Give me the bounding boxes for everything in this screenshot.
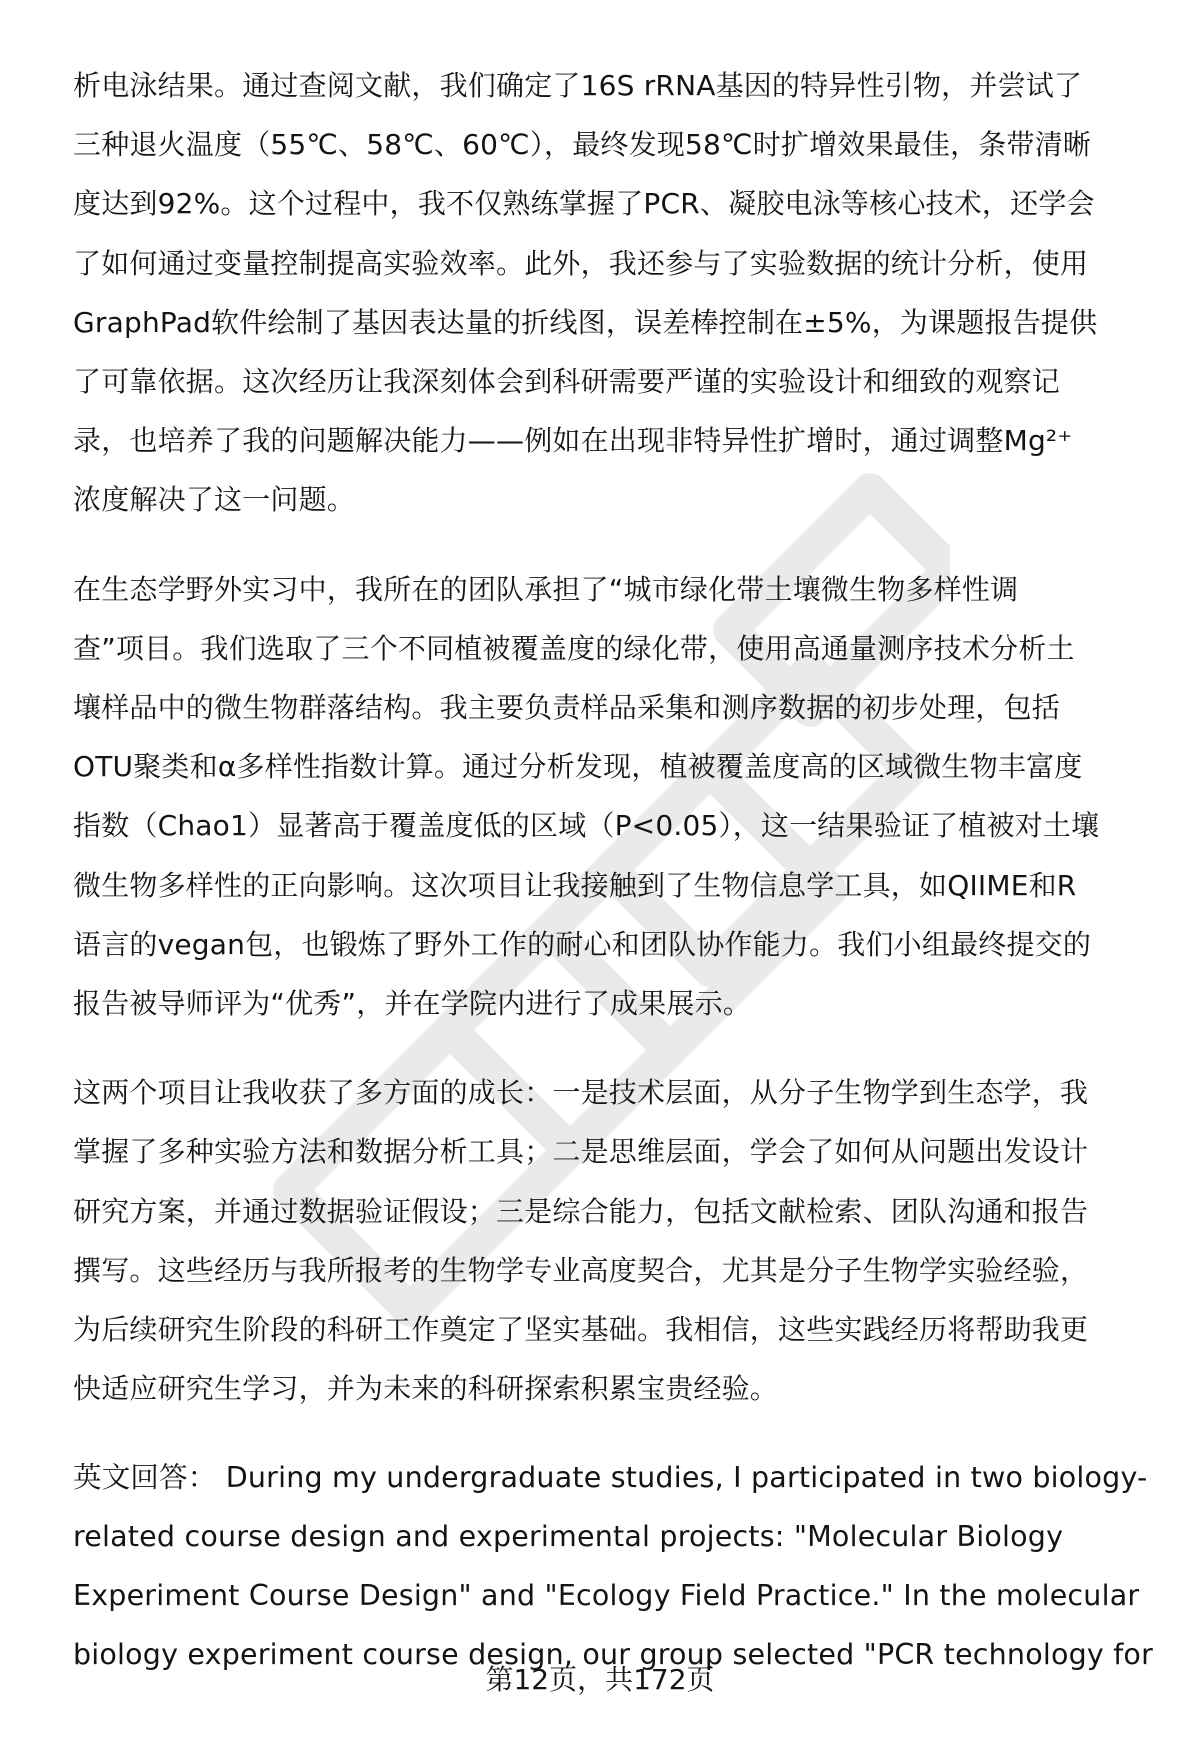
text-line: 度达到92%。这个过程中，我不仅熟练掌握了PCR、凝胶电泳等核心技术，还学会 <box>73 187 1095 221</box>
text-line: biology experiment course design, our group selected "PCR technology for <box>73 1638 1153 1672</box>
text-line: 了如何通过变量控制提高实验效率。此外，我还参与了实验数据的统计分析，使用 <box>73 246 1089 280</box>
paragraph-2 <box>73 560 1163 1034</box>
text-line: 撰写。这些经历与我所报考的生物学专业高度契合，尤其是分子生物学实验经验， <box>73 1253 1089 1287</box>
page-number: 第12页，共172页 <box>485 1663 715 1696</box>
text-line: 微生物多样性的正向影响。这次项目让我接触到了生物信息学工具，如QIIME和R <box>73 868 1077 902</box>
text-line: 为后续研究生阶段的科研工作奠定了坚实基础。我相信，这些实践经历将帮助我更 <box>73 1313 1089 1347</box>
text-line: 了可靠依据。这次经历让我深刻体会到科研需要严谨的实验设计和细致的观察记 <box>73 365 1061 399</box>
text-line: 在生态学野外实习中，我所在的团队承担了“城市绿化带土壤微生物多样性调 <box>73 572 1019 606</box>
text-line: 查”项目。我们选取了三个不同植被覆盖度的绿化带，使用高通量测序技术分析土 <box>73 631 1075 665</box>
paragraph-3 <box>73 1063 1163 1418</box>
text-line: 三种退火温度（55℃、58℃、60℃），最终发现58℃时扩增效果最佳，条带清晰 <box>73 128 1092 162</box>
text-line: 录，也培养了我的问题解决能力——例如在出现非特异性扩增时，通过调整Mg²⁺ <box>73 424 1073 458</box>
text-line: 浓度解决了这一问题。 <box>73 483 356 517</box>
paragraph-english-answer <box>73 1448 1163 1684</box>
text-line: 语言的vegan包，也锻炼了野外工作的耐心和团队协作能力。我们小组最终提交的 <box>73 927 1092 961</box>
text-line: 研究方案，并通过数据验证假设；三是综合能力，包括文献检索、团队沟通和报告 <box>73 1194 1089 1228</box>
text-line: GraphPad软件绘制了基因表达量的折线图，误差棒控制在±5%，为课题报告提供 <box>73 305 1098 339</box>
text-line: 析电泳结果。通过查阅文献，我们确定了16S rRNA基因的特异性引物，并尝试了 <box>73 69 1083 102</box>
document-body <box>73 56 1163 1684</box>
text-line: 英文回答： During my undergraduate studies, I participated in two biology- <box>73 1461 1148 1495</box>
text-line: related course design and experimental projects: "Molecular Biology <box>73 1520 1064 1554</box>
paragraph-1 <box>73 56 1163 530</box>
text-line: 快适应研究生学习，并为未来的科研探索积累宝贵经验。 <box>73 1372 779 1406</box>
text-line: Experiment Course Design" and "Ecology Field Practice." In the molecular <box>73 1579 1140 1613</box>
text-line: 报告被导师评为“优秀”，并在学院内进行了成果展示。 <box>73 987 752 1021</box>
text-line: 指数（Chao1）显著高于覆盖度低的区域（P<0.05），这一结果验证了植被对土壤 <box>73 809 1100 843</box>
text-line: 这两个项目让我收获了多方面的成长：一是技术层面，从分子生物学到生态学，我 <box>73 1076 1089 1110</box>
text-line: 壤样品中的微生物群落结构。我主要负责样品采集和测序数据的初步处理，包括 <box>73 691 1061 725</box>
text-line: OTU聚类和α多样性指数计算。通过分析发现，植被覆盖度高的区域微生物丰富度 <box>73 750 1083 784</box>
text-line: 掌握了多种实验方法和数据分析工具；二是思维层面，学会了如何从问题出发设计 <box>73 1135 1089 1169</box>
